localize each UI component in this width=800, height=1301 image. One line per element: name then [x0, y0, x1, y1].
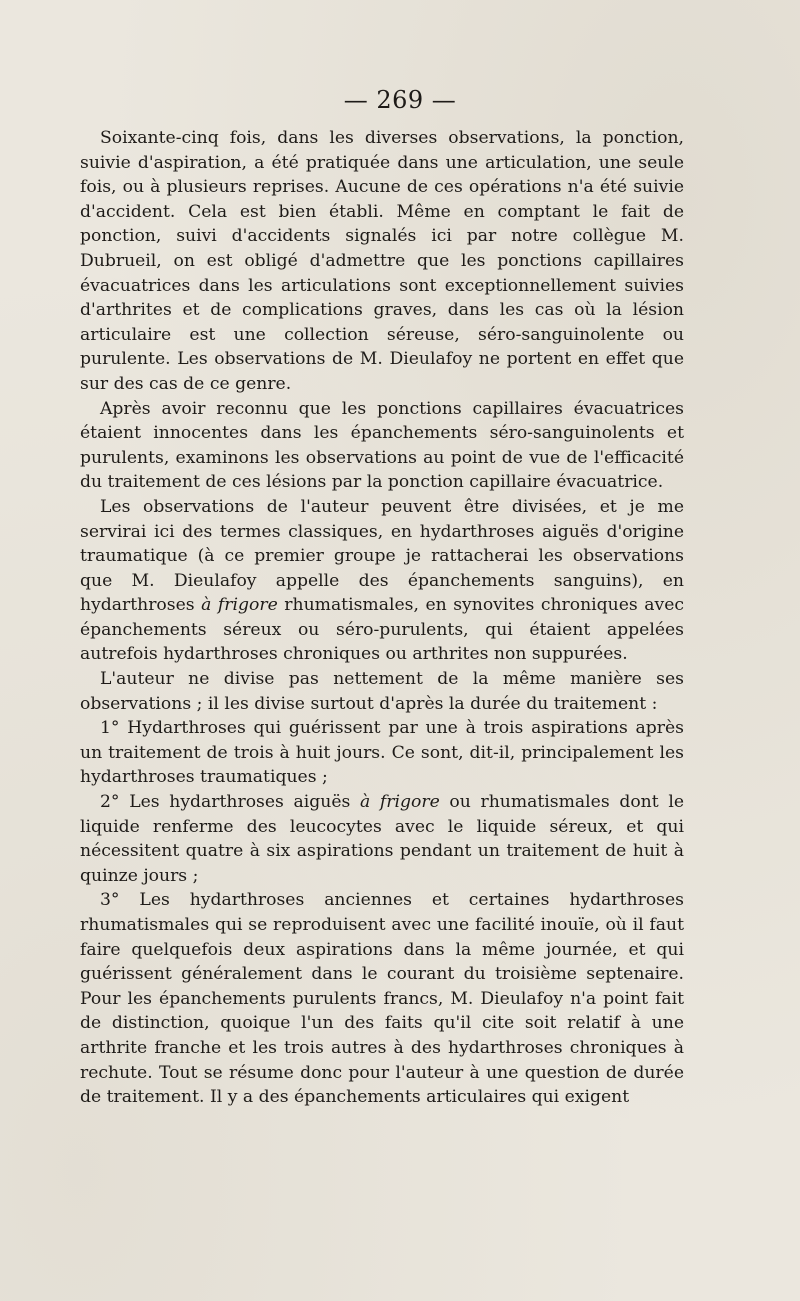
paragraph-5: 1° Hydarthroses qui guérissent par une à trois aspirations après un traitement de trois à huit jours. Ce sont, dit-il, principalement les hydarthroses traumatiques ;: [80, 718, 684, 788]
paragraph-6: [80, 790, 684, 888]
paragraph-4: L'auteur ne divise pas nettement de la même manière ses observations ; il les divise surtout d'après la durée du traitement :: [80, 669, 684, 714]
paragraph-1: Soixante-cinq fois, dans les diverses observations, la ponction, suivie d'aspiration, a été pratiquée dans une articulation, une seule fois, ou à plusieurs reprises. Aucune de ces opérations n'a été suivie d'accident. Cela est bien établi. Même en comptant le fait de ponction, suivi d'accidents signalés ici par notre collègue M. Dubrueil, on est obligé d'admettre que les ponctions capillaires évacuatrices dans les articulations sont exceptionnellement suivies d'arthrites et de complications graves, dans les cas où la lésion articulaire est une collection séreuse, séro-sanguinolente ou purulente. Les observations de M. Dieulafoy ne portent en effet que sur des cas de ce genre.: [80, 128, 684, 394]
paragraph-3-part-1: Les observations de l'auteur peuvent être divisées, et je me servirai ici des termes classiques, en hydarthroses aiguës d'origine traumatique (à ce premier groupe je rattacherai les observations que M. Dieulafoy appelle des épanchements sanguins), en hydarthroses: [80, 496, 684, 616]
paragraph-6-italic: à frigore: [360, 792, 440, 813]
paragraph-3-part-2: rhumatismales, en synovites chroniques avec épanchements séreux ou séro-purulents, qui étaient appelées autrefois hydarthroses chroniques ou arthrites non suppurées.: [80, 595, 684, 665]
paragraph-3-italic: à frigore: [201, 595, 278, 616]
paragraph-6-part-2: ou rhumatismales dont le liquide renferme des leucocytes avec le liquide séreux, et qui nécessitent quatre à six aspirations pendant un traitement de huit à quinze jours ;: [80, 792, 684, 886]
paragraph-6-part-1: 2° Les hydarthroses aiguës: [100, 792, 361, 813]
body-text: [80, 126, 684, 1110]
paragraph-7: 3° Les hydarthroses anciennes et certaines hydarthroses rhumatismales qui se reproduisent avec une facilité inouïe, où il faut faire quelquefois deux aspirations dans la même journée, et qui guérissent généralement dans le courant du troisième septenaire. Pour les épanchements purulents francs, M. Dieulafoy n'a point fait de distinction, quoique l'un des faits qu'il cite soit relatif à une arthrite franche et les trois autres à des hydarthroses chroniques à rechute. Tout se résume donc pour l'auteur à une question de durée de traitement. Il y a des épanchements articulaires qui exigent: [80, 890, 684, 1108]
paragraph-3: [80, 495, 684, 667]
paragraph-2: Après avoir reconnu que les ponctions capillaires évacuatrices étaient innocentes dans les épanchements séro-sanguinolents et purulents, examinons les observations au point de vue de l'efficacité du traitement de ces lésions par la ponction capillaire évacuatrice.: [80, 398, 684, 493]
page-number: — 269 —: [343, 86, 457, 114]
